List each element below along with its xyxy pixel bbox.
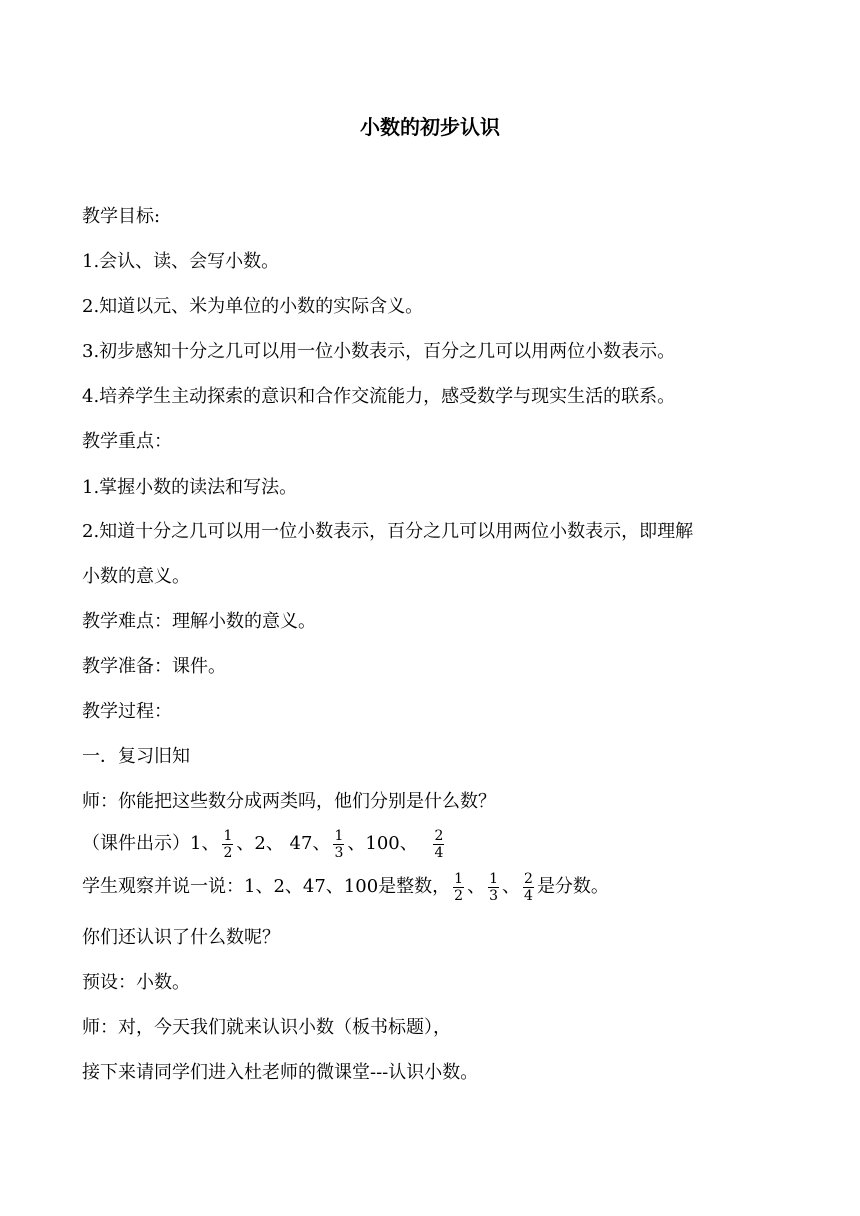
fraction-numerator: 1 bbox=[489, 870, 499, 887]
courseware-line bbox=[82, 823, 447, 865]
fraction-denominator: 3 bbox=[334, 844, 344, 861]
observe-separator: 、 bbox=[502, 876, 521, 897]
fraction-one-third bbox=[488, 871, 499, 904]
goal-item-3: 3.初步感知十分之几可以用一位小数表示，百分之几可以用两位小数表示。 bbox=[82, 341, 676, 362]
fraction-numerator: 2 bbox=[434, 827, 444, 844]
process-heading: 教学过程： bbox=[82, 701, 172, 722]
key-point-2-continued: 小数的意义。 bbox=[82, 566, 190, 587]
fraction-two-quarters bbox=[523, 871, 534, 904]
key-points-heading: 教学重点： bbox=[82, 431, 172, 452]
fraction-numerator: 1 bbox=[454, 870, 464, 887]
fraction-denominator: 2 bbox=[223, 844, 233, 861]
courseware-separator: 、2、 47、 bbox=[236, 833, 331, 854]
fraction-denominator: 4 bbox=[524, 887, 533, 904]
observe-separator: 、 bbox=[467, 876, 486, 897]
preset-answer-line: 预设：小数。 bbox=[82, 972, 190, 993]
fraction-one-half bbox=[453, 871, 464, 904]
key-point-2: 2.知道十分之几可以用一位小数表示，百分之几可以用两位小数表示，即理解 bbox=[82, 521, 694, 542]
fraction-denominator: 3 bbox=[489, 887, 499, 904]
goal-heading: 教学目标: bbox=[82, 206, 161, 227]
fraction-one-third bbox=[333, 828, 344, 861]
preparation-line: 教学准备：课件。 bbox=[82, 656, 226, 677]
observe-prefix: 学生观察并说一说：1、2、47、100是整数， bbox=[82, 876, 451, 897]
fraction-one-half bbox=[222, 828, 233, 861]
teacher-question-line: 师：你能把这些数分成两类吗，他们分别是什么数？ bbox=[82, 791, 496, 812]
fraction-two-quarters bbox=[433, 828, 444, 861]
fraction-numerator: 1 bbox=[223, 827, 233, 844]
goal-item-2: 2.知道以元、米为单位的小数的实际含义。 bbox=[82, 296, 424, 317]
goal-item-4: 4.培养学生主动探索的意识和合作交流能力，感受数学与现实生活的联系。 bbox=[82, 386, 676, 407]
courseware-prefix: （课件出示）1、 bbox=[82, 833, 220, 854]
teacher-statement-line: 师：对，今天我们就来认识小数（板书标题）， bbox=[82, 1017, 451, 1038]
fraction-denominator: 2 bbox=[454, 887, 464, 904]
courseware-separator: 、100、 bbox=[347, 833, 424, 854]
fraction-numerator: 1 bbox=[334, 827, 344, 844]
observe-suffix: 是分数。 bbox=[536, 876, 609, 897]
goal-item-1: 1.会认、读、会写小数。 bbox=[82, 251, 280, 272]
key-point-1: 1.掌握小数的读法和写法。 bbox=[82, 477, 298, 498]
difficulty-line: 教学难点：理解小数的意义。 bbox=[82, 611, 316, 632]
followup-question-line: 你们还认识了什么数呢？ bbox=[82, 927, 280, 948]
section-review-heading: 一．复习旧知 bbox=[82, 746, 190, 767]
microclass-intro-line: 接下来请同学们进入杜老师的微课堂---认识小数。 bbox=[82, 1062, 479, 1083]
fraction-numerator: 2 bbox=[524, 870, 533, 887]
fraction-denominator: 4 bbox=[434, 844, 444, 861]
document-title: 小数的初步认识 bbox=[360, 115, 500, 139]
observe-line bbox=[82, 866, 609, 908]
